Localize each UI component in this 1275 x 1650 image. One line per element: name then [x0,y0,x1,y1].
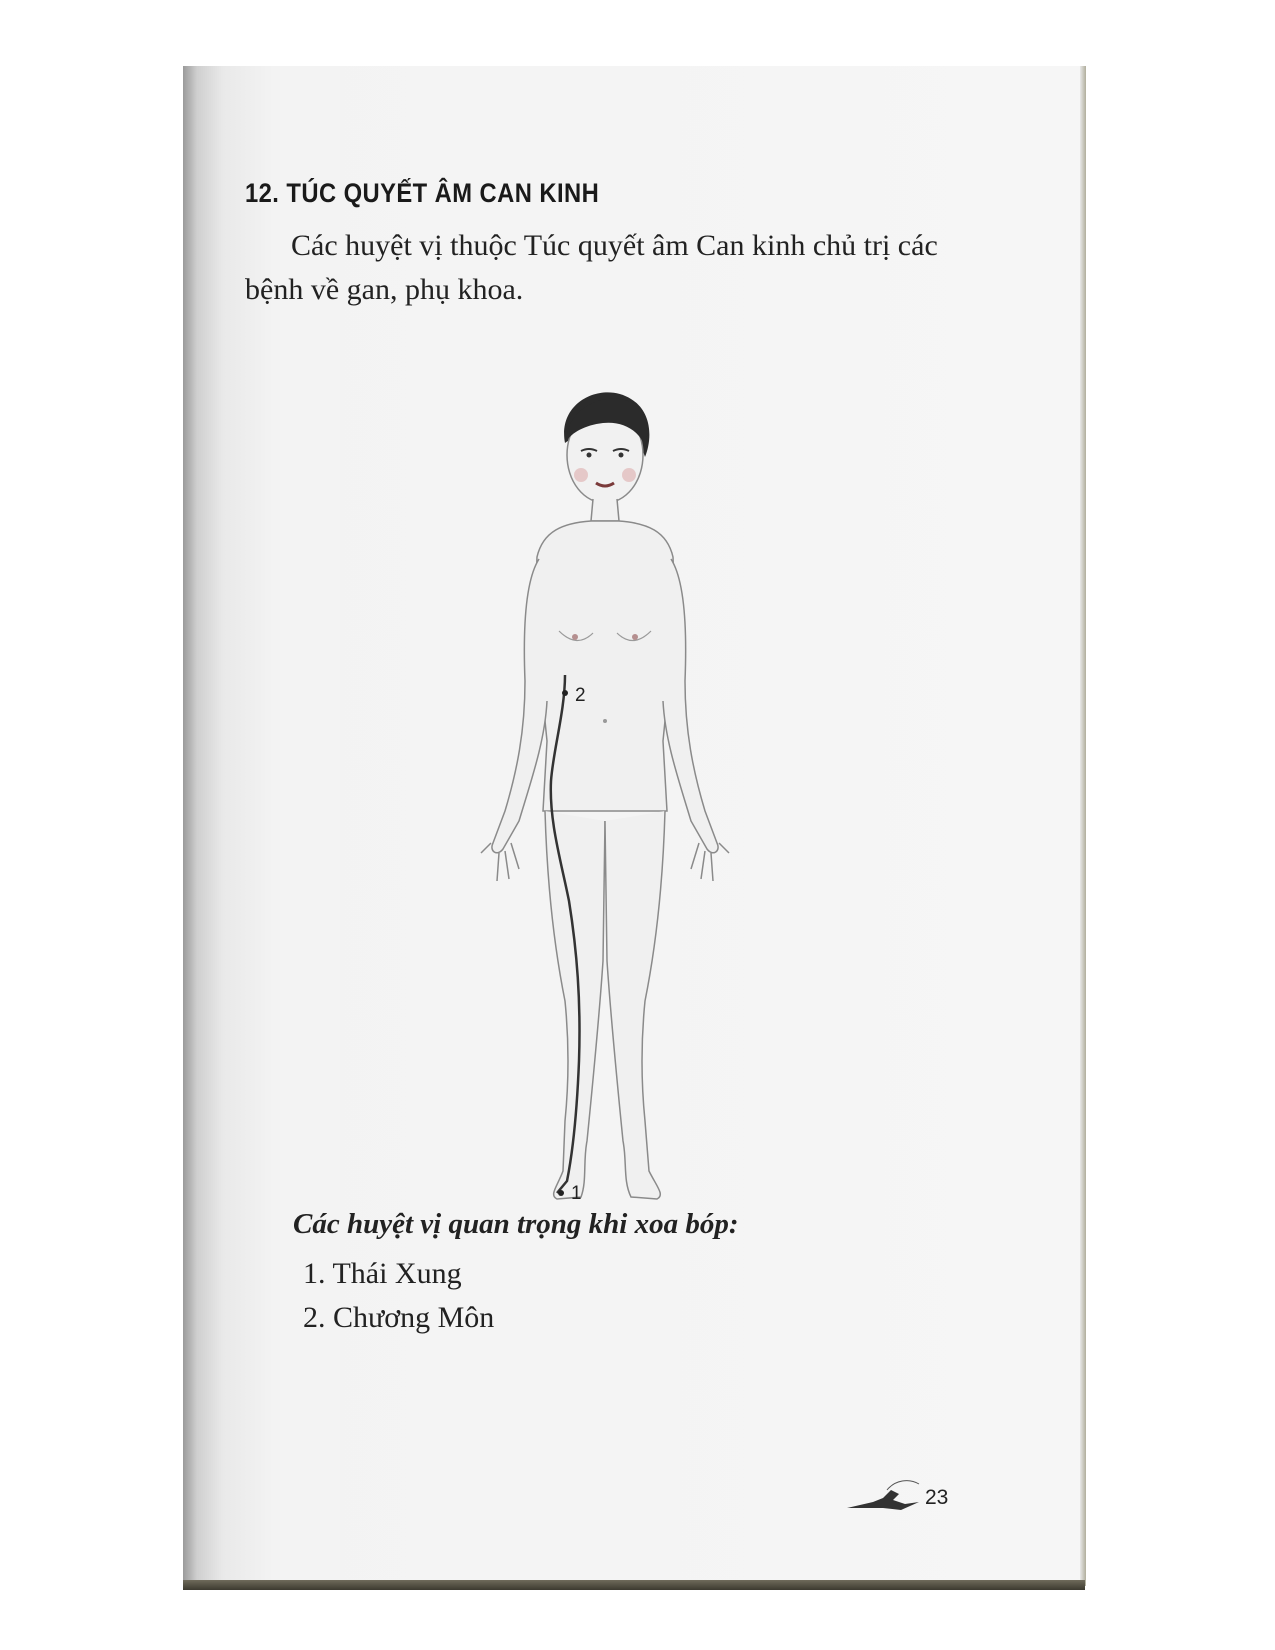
list-item: 1. Thái Xung [303,1257,462,1290]
section-heading: 12. TÚC QUYẾT ÂM CAN KINH [245,178,600,208]
book-page [183,66,1085,1586]
list-item: 2. Chương Môn [303,1301,495,1334]
point-1-label: 1 [571,1183,582,1204]
page-edge [1080,66,1086,1586]
right-leg [605,811,665,1199]
book-edge [183,1580,1085,1590]
point-2-marker [562,690,568,696]
point-2-label: 2 [575,685,586,706]
right-arm [663,559,718,853]
body-meridian-figure [453,381,753,1221]
points-list [303,1252,494,1340]
left-leg [545,811,605,1199]
points-list-title: Các huyệt vị quan trọng khi xoa bóp: [293,1208,739,1240]
left-arm [492,559,547,853]
point-1-marker [558,1190,564,1196]
page-number: 23 [925,1486,949,1509]
torso [535,521,675,811]
publisher-logo [843,1476,923,1516]
intro-paragraph: Các huyệt vị thuộc Túc quyết âm Can kinh chủ trị các bệnh về gan, phụ khoa. [245,229,938,306]
